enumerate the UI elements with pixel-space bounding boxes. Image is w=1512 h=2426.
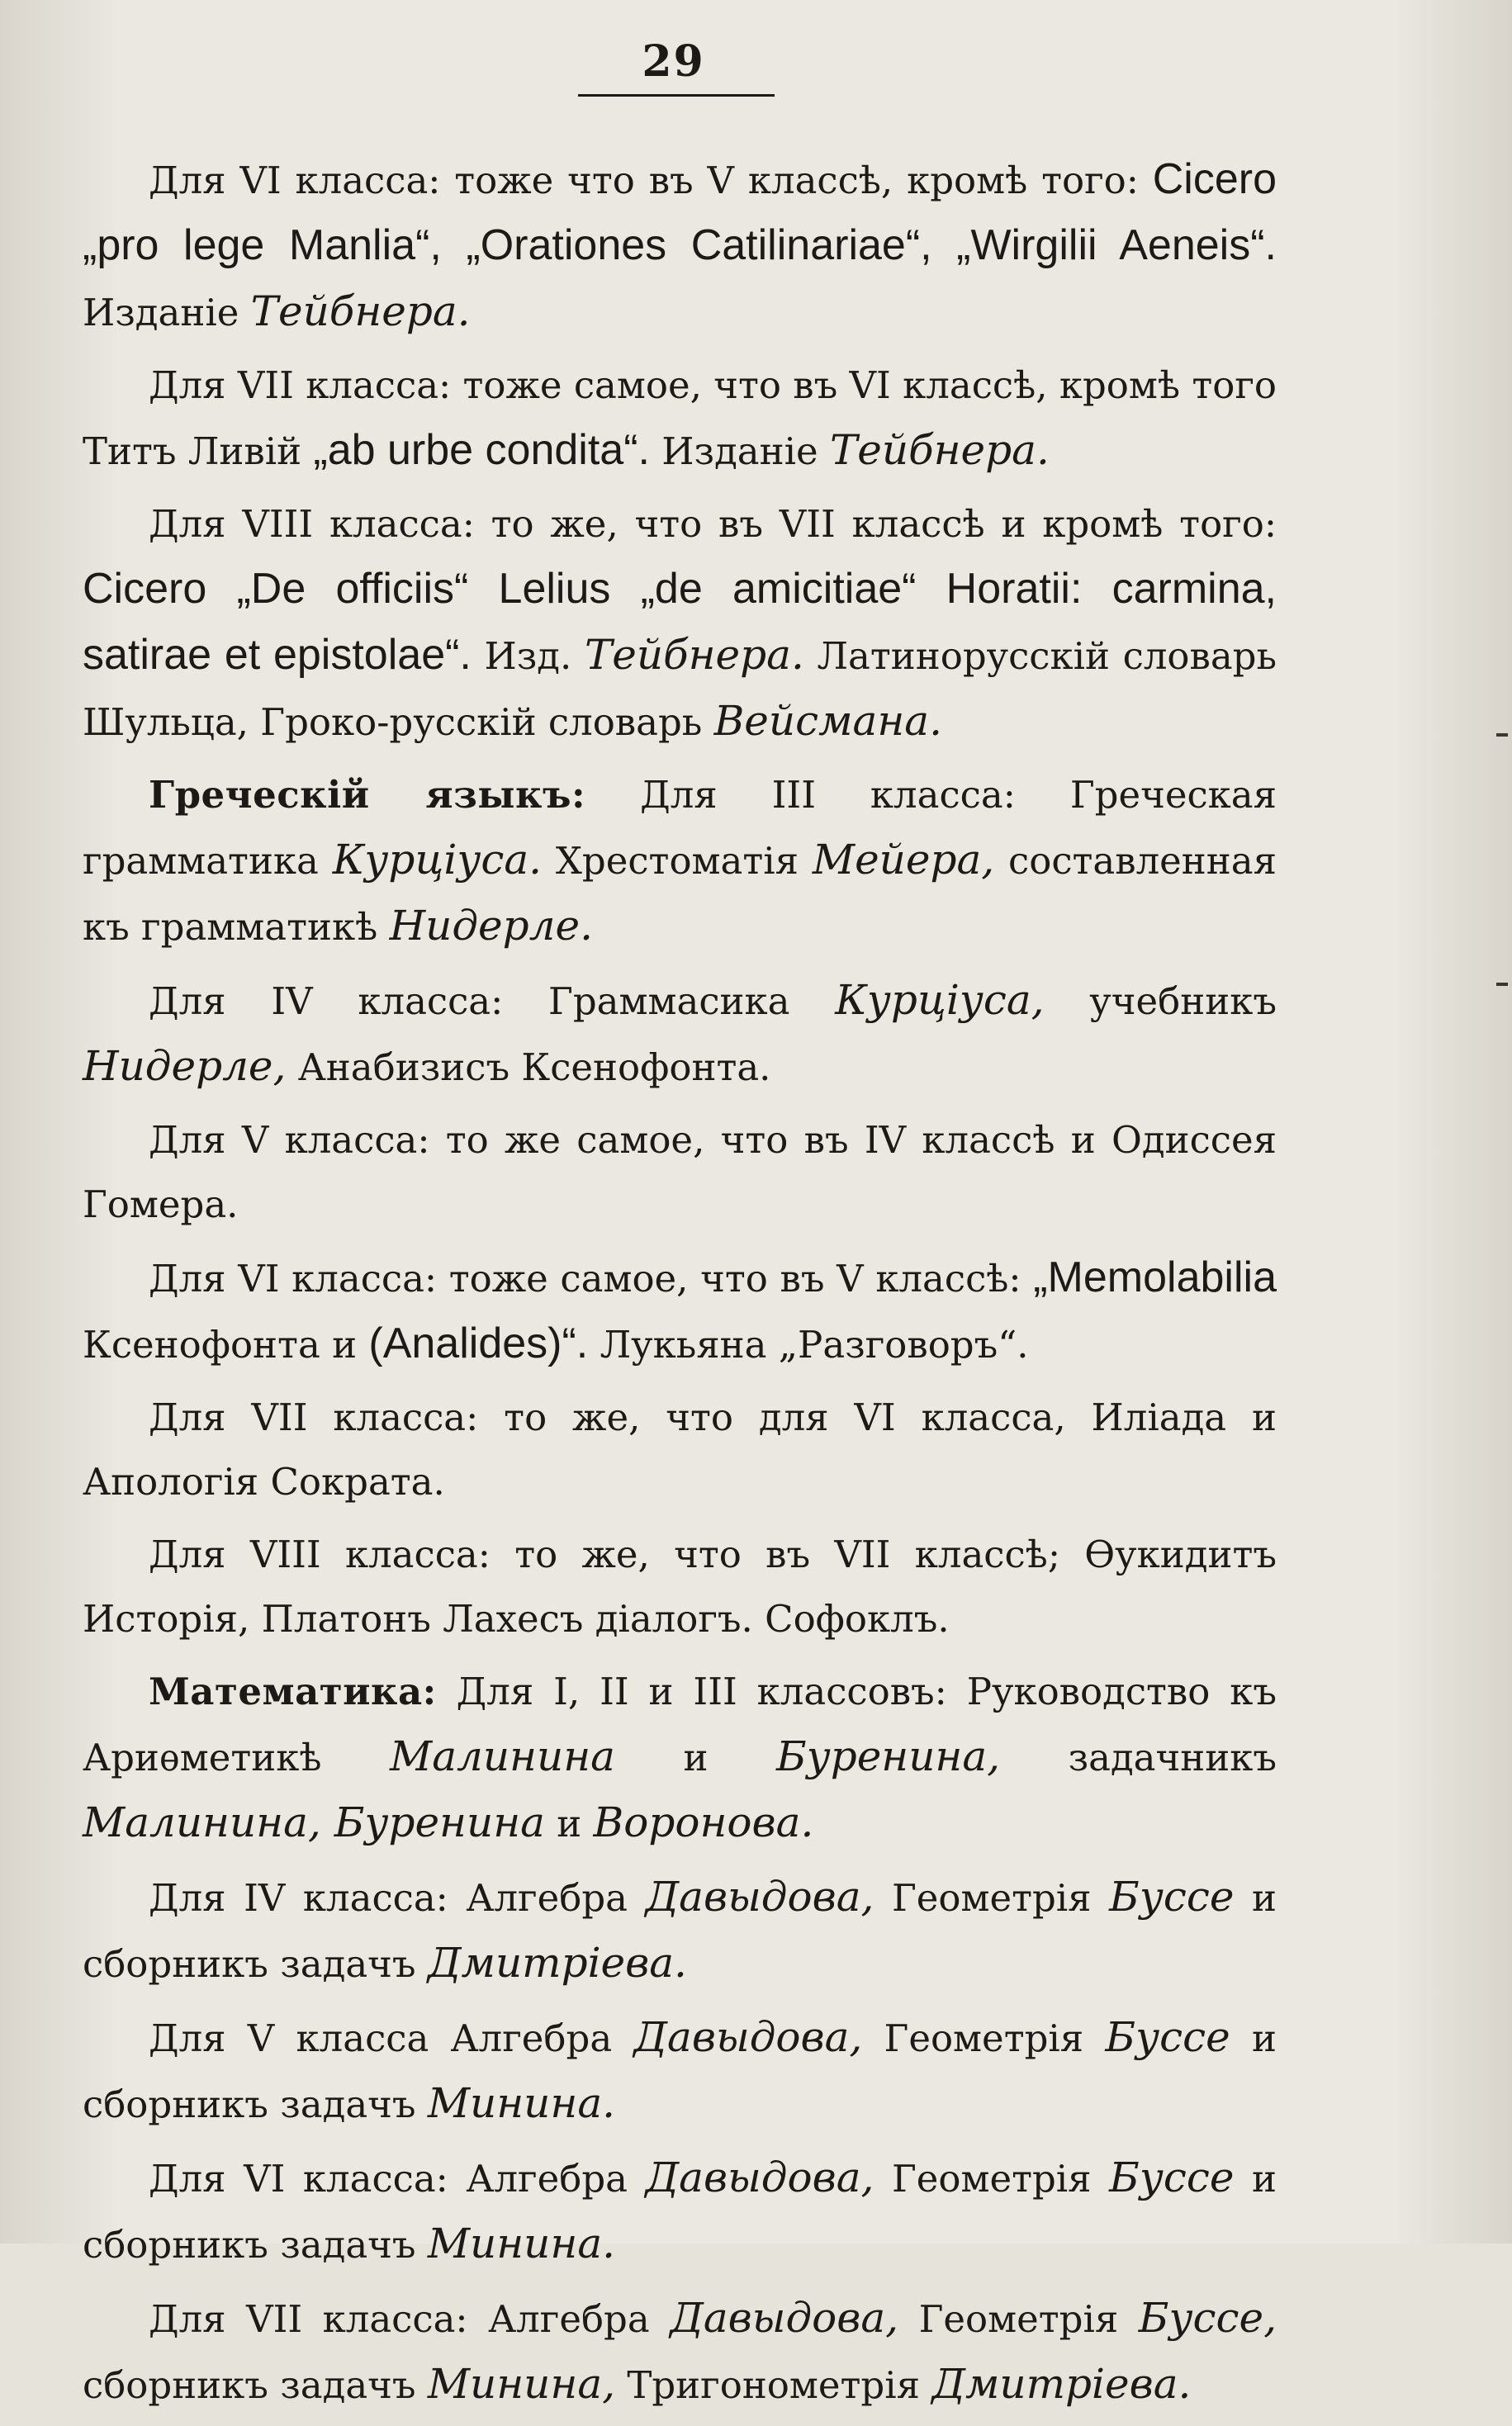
author-name: Тейбнера. xyxy=(250,287,471,335)
text-run: и сборникъ задачъ xyxy=(83,2016,1277,2126)
text-run: Для VI класса: тоже что въ V классѣ, кромѣ того: xyxy=(149,159,1153,202)
author-name: Минина. xyxy=(427,2220,616,2267)
para-greek-class-4 xyxy=(83,968,1277,1100)
text-run: Геометрія xyxy=(874,1876,1110,1920)
para-greek-class-6 xyxy=(83,1245,1277,1377)
para-class-7-latin xyxy=(83,353,1277,484)
author-name: Минина, xyxy=(427,2360,616,2408)
author-name: Курціуса. xyxy=(332,836,543,884)
latin-title: Cicero „De officiis“ Lelius „de amicitiae“ Horatii: carmina, satirae et epistolae“. xyxy=(83,565,1277,679)
author-name: Воронова. xyxy=(593,1798,814,1846)
text-run: составленная къ грамматикѣ xyxy=(83,839,1277,949)
para-greek-class-5 xyxy=(83,1108,1277,1237)
author-name: Вейсмана. xyxy=(713,697,943,745)
text-run: и xyxy=(544,1802,594,1846)
author-name: Нидерле. xyxy=(389,902,593,950)
latin-title: (Analides)“. xyxy=(368,1320,589,1367)
para-greek-class-7 xyxy=(83,1386,1277,1514)
author-name: Давыдова, xyxy=(645,1873,874,1921)
author-name: Давыдова, xyxy=(645,2154,874,2201)
para-math-class-5 xyxy=(83,2005,1277,2137)
text-run: Анабизисъ Ксенофонта. xyxy=(286,1045,771,1089)
text-run: Для VIII класса: то же, что въ VII классѣ; Ѳукидитъ Исторія, Платонъ Лахесъ діалогъ. Софоклъ. xyxy=(83,1533,1277,1641)
para-class-6-latin xyxy=(83,147,1277,345)
text-run: Для VIII класса: то же, что въ VII классѣ и кромѣ того: xyxy=(149,502,1277,546)
para-greek-class-8 xyxy=(83,1523,1277,1651)
text-run: и xyxy=(614,1736,776,1779)
text-run: Для VI класса: Алгебра xyxy=(149,2157,646,2201)
para-math-class-6 xyxy=(83,2145,1277,2277)
latin-title: Cicero „pro lege Manlia“, „Orationes Catilinariae“, „Wirgilii Aeneis“. xyxy=(83,155,1277,269)
author-name: Минина. xyxy=(427,2079,616,2127)
author-name: Давыдова, xyxy=(670,2294,899,2342)
body-text xyxy=(83,147,1277,2426)
text-run: Для VII класса: тоже самое, что въ VI классѣ, кромѣ того Титъ Ливій xyxy=(83,363,1277,473)
text-run: Для VII класса: то же, что для VI класса, Иліада и Апологія Сократа. xyxy=(83,1395,1277,1504)
text-run: Для IV класса: Алгебра xyxy=(149,1876,646,1920)
text-run: учебникъ xyxy=(1044,979,1277,1023)
author-name: Тейбнера. xyxy=(829,426,1050,474)
text-run: Для VI класса: тоже самое, что въ V классѣ: xyxy=(149,1257,1034,1301)
para-math-class-4 xyxy=(83,1865,1277,1997)
para-math-classes-1-3 xyxy=(83,1660,1277,1856)
text-run: и сборникъ задачъ xyxy=(83,1876,1277,1986)
para-class-8-latin xyxy=(83,492,1277,755)
text-run: задачникъ xyxy=(1000,1736,1277,1779)
text-run: Геометрія xyxy=(862,2016,1106,2060)
text-run: и сборникъ задачъ xyxy=(83,2157,1277,2267)
text-run: Для I, II и III классовъ: Руководство къ Ариѳметикѣ xyxy=(83,1670,1277,1779)
text-run: Для IV класса: Граммасика xyxy=(149,979,836,1023)
para-math-class-7 xyxy=(83,2286,1277,2418)
text-run: Латинорусскій словарь Шульца, Гроко-русскій словарь xyxy=(83,634,1277,744)
text-run: Для III класса: Греческая грамматика xyxy=(83,773,1277,883)
author-name: Мейера, xyxy=(812,836,995,884)
author-name: Давыдова, xyxy=(633,2013,863,2061)
text-run: сборникъ задачъ xyxy=(83,2363,428,2407)
author-name: Буссе, xyxy=(1138,2294,1277,2342)
latin-title: „Memolabilia xyxy=(1033,1253,1277,1301)
section-heading: Греческій языкъ: xyxy=(149,773,586,817)
author-name: Курціуса, xyxy=(835,976,1045,1024)
author-name: Буренина, xyxy=(775,1732,1001,1780)
author-name: Малинина, Буренина xyxy=(83,1798,545,1846)
author-name: Тейбнера. xyxy=(584,631,804,679)
author-name: Буссе xyxy=(1105,2013,1230,2061)
text-run: Хрестоматія xyxy=(542,839,813,883)
section-heading: Математика: xyxy=(149,1670,437,1713)
author-name: Буссе xyxy=(1109,2154,1235,2201)
text-run: Лукьяна „Разговоръ“. xyxy=(588,1323,1029,1367)
margin-mark xyxy=(1496,983,1508,986)
para-greek-class-3 xyxy=(83,763,1277,960)
latin-title: „ab urbe condita“. xyxy=(313,426,650,474)
author-name: Малинина xyxy=(390,1732,615,1780)
margin-mark xyxy=(1496,733,1508,737)
text-run: Для V класса: то же самое, что въ IV классѣ и Одиссея Гомера. xyxy=(83,1118,1277,1226)
page-number: 29 xyxy=(642,36,705,87)
text-run: Геометрія xyxy=(874,2157,1110,2201)
text-run: Ксенофонта и xyxy=(83,1323,369,1367)
text-run: Геометрія xyxy=(898,2297,1139,2341)
page-number-rule xyxy=(578,94,775,97)
author-name: Дмитріева. xyxy=(427,1939,687,1987)
text-run: Для VII класса: Алгебра xyxy=(149,2297,671,2341)
text-run: Для V класса Алгебра xyxy=(149,2016,634,2060)
text-run: Изд. xyxy=(471,634,585,678)
text-run: Изданіе xyxy=(83,291,251,334)
author-name: Буссе xyxy=(1109,1873,1235,1921)
text-run: Изданіе xyxy=(649,429,830,473)
text-run: Тригонометрія xyxy=(615,2363,932,2407)
author-name: Нидерле, xyxy=(83,1042,287,1090)
author-name: Дмитріева. xyxy=(931,2360,1192,2408)
